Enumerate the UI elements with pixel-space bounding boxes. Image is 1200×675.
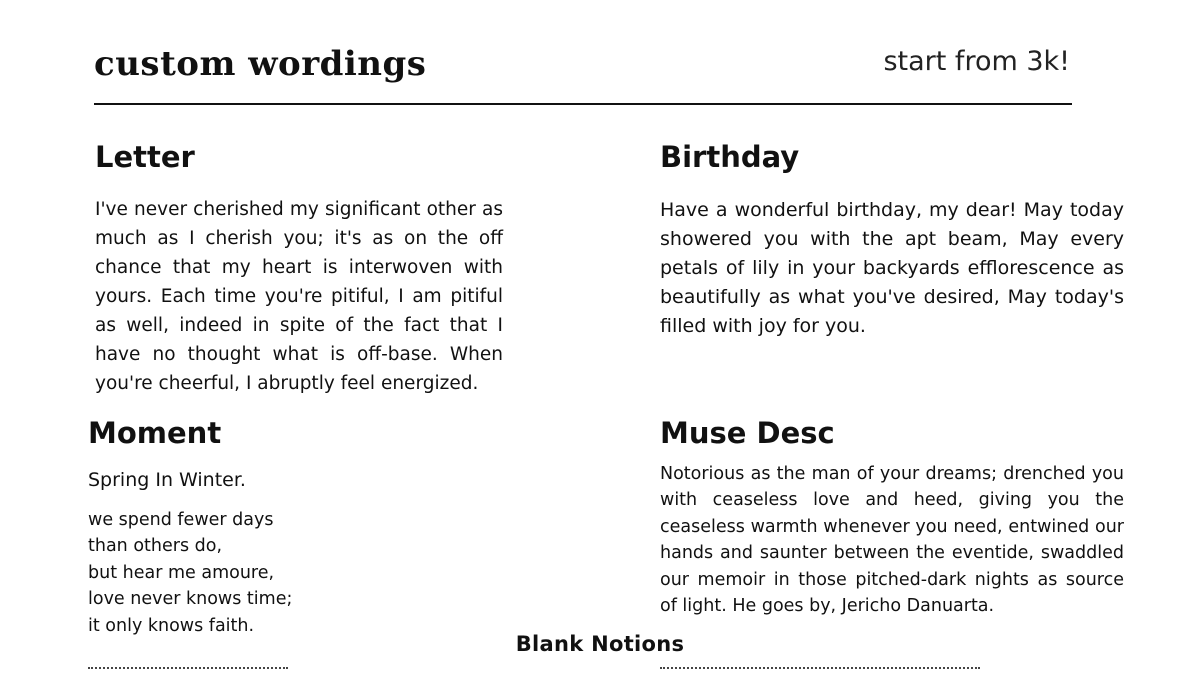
- birthday-heading: Birthday: [660, 140, 800, 174]
- letter-heading: Letter: [95, 140, 195, 174]
- letter-body: I've never cherished my significant other as much as I cherish you; it's as on the off chance that my heart is interwoven with yours. Each time you're pitiful, I am pitiful as well, indeed in spite of the fact that I have no thought what is off-base. When you're cheerful, I abruptly feel energized.: [95, 199, 503, 394]
- poem-line: we spend fewer days: [88, 510, 274, 530]
- birthday-body: Have a wonderful birthday, my dear! May today showered you with the apt beam, May every petals of lily in your backyards efflorescence as beautifully as what you've desired, May today's filled with joy for you.: [660, 199, 1124, 337]
- brand-footer: Blank Notions: [515, 632, 685, 656]
- muse-heading: Muse Desc: [660, 416, 835, 450]
- poem-line: than others do,: [88, 536, 223, 557]
- poem-line: it only knows faith.: [88, 615, 255, 636]
- poem-line: love never knows time;: [88, 589, 293, 610]
- cropped-text-right: [660, 667, 980, 672]
- moment-subtitle: Spring In Winter.: [88, 469, 246, 491]
- poem-line: but hear me amoure,: [88, 562, 275, 583]
- header-divider: [94, 103, 1072, 105]
- moment-poem: [88, 507, 292, 639]
- cropped-text-left: [88, 667, 288, 672]
- page-title: custom wordings: [94, 44, 427, 84]
- moment-heading: Moment: [88, 416, 222, 450]
- muse-body: Notorious as the man of your dreams; drenched you with ceaseless love and heed, giving you the ceaseless warmth whenever you need, entwined our hands and saunter between the eventide, swaddled our memoir in those pitched-dark nights as source of light. He goes by, Jericho Danuarta.: [660, 464, 1124, 617]
- price-note: start from 3k!: [883, 46, 1070, 77]
